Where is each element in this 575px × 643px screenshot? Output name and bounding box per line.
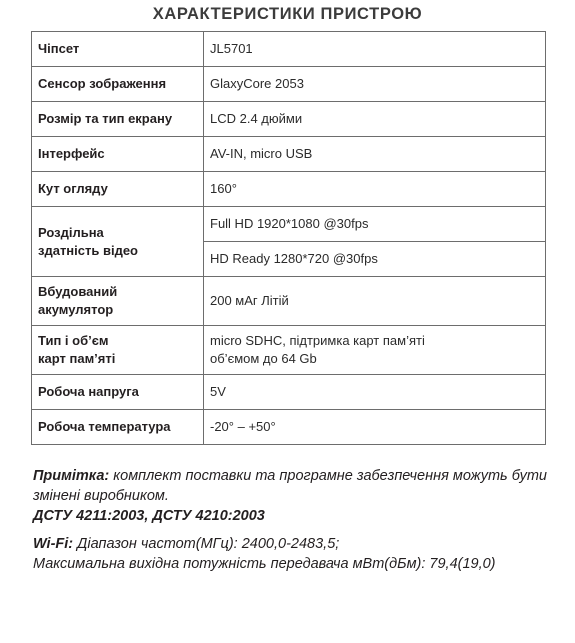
spec-label: Чіпсет xyxy=(32,32,204,67)
table-row xyxy=(32,207,546,242)
spec-value: JL5701 xyxy=(204,32,546,67)
table-row xyxy=(32,326,546,375)
spec-value: Full HD 1920*1080 @30fps xyxy=(204,207,546,242)
spec-value xyxy=(204,326,546,375)
note-label: Примітка: xyxy=(33,468,110,484)
note-text: комплект поставки та програмне забезпечення можуть бути змінені виробником. xyxy=(33,468,547,504)
table-row xyxy=(32,102,546,137)
spec-label: Сенсор зображення xyxy=(32,67,204,102)
table-row xyxy=(32,67,546,102)
notes-section xyxy=(33,466,547,574)
spec-label: Розмір та тип екрану xyxy=(32,102,204,137)
spec-label-line: акумулятор xyxy=(38,302,114,317)
spec-label: Робоча напруга xyxy=(32,375,204,410)
spec-label-line: Тип і об’єм xyxy=(38,333,109,348)
spec-value: 200 мАг Літій xyxy=(204,277,546,326)
spec-label-line: карт пам’яті xyxy=(38,351,116,366)
wifi-power: Максимальна вихідна потужність передавача мВт(дБм): 79,4(19,0) xyxy=(33,556,496,572)
spec-label-line: Роздільна xyxy=(38,224,104,240)
spec-value-line: об’ємом до 64 Gb xyxy=(210,351,317,366)
spec-value: 160° xyxy=(204,172,546,207)
specifications-table xyxy=(31,31,546,445)
table-row xyxy=(32,410,546,445)
table-row xyxy=(32,172,546,207)
wifi-line xyxy=(33,534,547,554)
spec-label xyxy=(32,207,204,277)
spec-label: Кут огляду xyxy=(32,172,204,207)
spec-value: 5V xyxy=(204,375,546,410)
page-title: ХАРАКТЕРИСТИКИ ПРИСТРОЮ xyxy=(152,5,423,23)
table-row xyxy=(32,137,546,172)
spec-value-line: micro SDHC, підтримка карт пам’яті xyxy=(210,333,425,348)
standards-line xyxy=(33,506,547,526)
spec-value: -20° – +50° xyxy=(204,410,546,445)
spec-label: Робоча температура xyxy=(32,410,204,445)
note-paragraph xyxy=(33,466,547,506)
spec-label-line: Вбудований xyxy=(38,284,118,299)
spec-label-line: здатність відео xyxy=(38,242,139,258)
spec-label xyxy=(32,326,204,375)
wifi-band: Діапазон частот(МГц): 2400,0-2483,5; xyxy=(73,536,340,552)
spec-label: Інтерфейс xyxy=(32,137,204,172)
spec-value: LCD 2.4 дюйми xyxy=(204,102,546,137)
spec-value: AV-IN, micro USB xyxy=(204,137,546,172)
spec-value: GlaxyCore 2053 xyxy=(204,67,546,102)
table-row xyxy=(32,375,546,410)
spec-value: HD Ready 1280*720 @30fps xyxy=(204,242,546,277)
spec-label xyxy=(32,277,204,326)
standards-text: ДСТУ 4211:2003, ДСТУ 4210:2003 xyxy=(33,508,265,524)
table-row xyxy=(32,277,546,326)
wifi-label: Wi-Fi: xyxy=(33,536,74,552)
table-row xyxy=(32,32,546,67)
